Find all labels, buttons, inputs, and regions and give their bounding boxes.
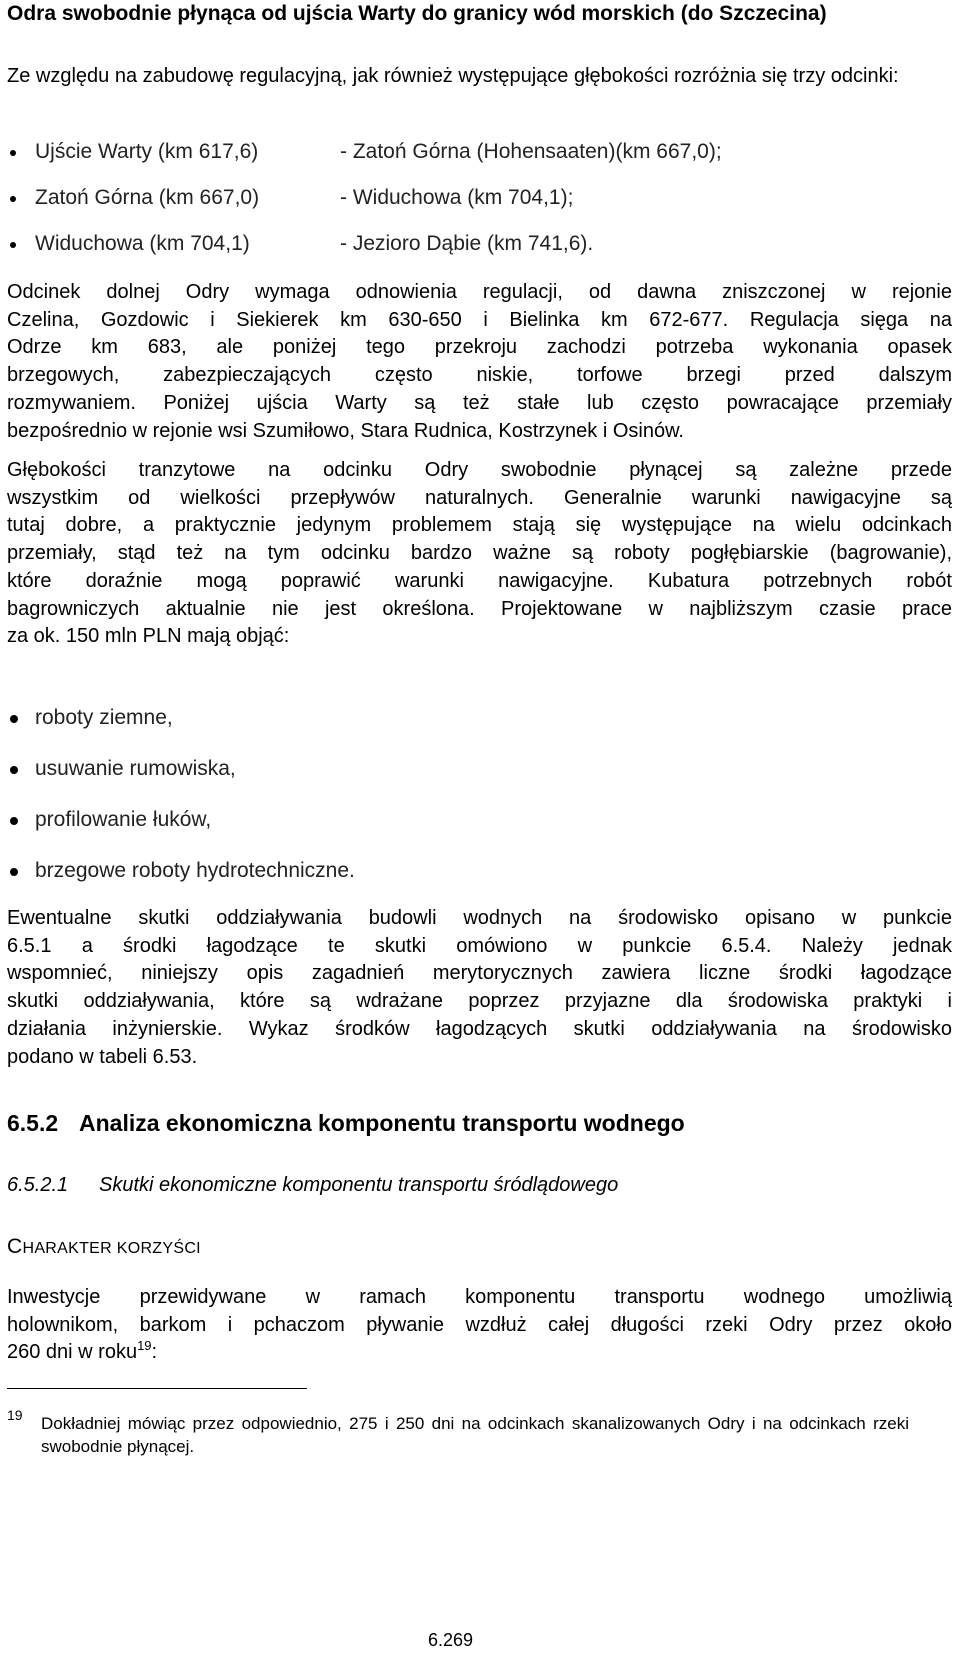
text-line: wspomnieć, niniejszy opis zagadnień merytorycznych zawiera liczne środki łagodzące [7,962,952,985]
section-title-text: Analiza ekonomiczna komponentu transportu wodnego [79,1110,685,1136]
text-fragment: 260 dni w roku [7,1341,138,1364]
section-title-h2 [7,1108,952,1138]
text-line: bezpośrednio w rejonie wsi Szumiłowo, Stara Rudnica, Kostrzynek i Osinów. [7,419,684,442]
section-from: Zatoń Górna (km 667,0) [35,186,260,209]
section-heading: Odra swobodnie płynąca od ujścia Warty do granicy wód morskich (do Szczecina) [7,2,827,25]
work-item-label: profilowanie łuków, [35,808,212,831]
subheading-benefits [7,1232,952,1264]
subsection-number: 6.5.2.1 [7,1174,69,1196]
text-line: przemiały, stąd też na tym odcinku bardzo ważne są roboty pogłębiarskie (bagrowanie), [7,542,952,565]
subsection-title-text: Skutki ekonomiczne komponentu transportu śródlądowego [99,1174,619,1196]
text-line: bagrowniczych aktualnie nie jest określona. Projektowane w najbliższym czasie prace [7,597,952,620]
text-line: działania inżynierskie. Wykaz środków łagodzących skutki oddziaływania na środowisko [7,1017,952,1040]
bullet-icon [10,817,18,825]
section-number: 6.5.2 [7,1110,59,1136]
subheading-initial: C [7,1235,23,1258]
text-line: Odrze km 683, ale poniżej tego przekroju zachodzi potrzeba wykonania opasek [7,336,952,359]
footnote-separator [7,1388,307,1389]
paragraph-transit-depths [7,457,952,651]
text-line: rozmywaniem. Poniżej ujścia Warty są też stałe lub często powracające przemiały [7,391,952,414]
work-item-label: brzegowe roboty hydrotechniczne. [35,859,355,882]
bullet-icon [10,868,18,876]
text-line: Inwestycje przewidywane w ramach komponentu transportu wodnego umożliwią [7,1286,952,1308]
section-title-h3 [7,1170,952,1200]
text-line: wszystkim od wielkości przepływów naturalnych. Generalnie warunki nawigacyjne są [7,486,952,509]
text-line: Głębokości tranzytowe na odcinku Odry swobodnie płynącej są zależne przede [7,459,952,481]
text-line: tutaj dobre, a praktycznie jedynym problemem stają się występujące na wielu odcinkach [7,514,952,537]
work-item-label: roboty ziemne, [35,706,173,729]
text-line: Ewentualne skutki oddziaływania budowli wodnych na środowisko opisano w punkcie [7,907,952,929]
bullet-icon [10,715,18,723]
work-item-label: usuwanie rumowiska, [35,757,236,780]
footnote-reference[interactable]: 19 [137,1338,152,1354]
footnote-text: Dokładniej mówiąc przez odpowiednio, 275 i 250 dni na odcinkach skanalizowanych Odry i na odcinkach rzeki swobodnie płynącej. [41,1414,909,1456]
section-to: - Widuchowa (km 704,1); [340,186,574,209]
paragraph-lower-odra [7,279,952,445]
bullet-icon [10,242,16,248]
page-number: 6.269 [428,1630,474,1650]
text-line: które doraźnie mogą poprawić warunki nawigacyjne. Kubatura potrzebnych robót [7,569,952,592]
section-to: - Zatoń Górna (Hohensaaten)(km 667,0); [340,140,722,163]
text-line: podano w tabeli 6.53. [7,1045,198,1068]
section-from: Widuchowa (km 704,1) [35,232,250,255]
subheading-rest: HARAKTER KORZYŚCI [22,1240,201,1257]
paragraph-investments [7,1284,952,1367]
text-line: za ok. 150 mln PLN mają objąć: [7,625,290,648]
text-line: brzegowych, zabezpieczających często niskie, torfowe brzegi przed dalszym [7,364,952,387]
text-line: Odcinek dolnej Odry wymaga odnowienia regulacji, od dawna zniszczonej w rejonie [7,281,952,303]
text-line: skutki oddziaływania, które są wdrażane poprzez przyjazne dla środowiska praktyki i [7,990,952,1013]
section-to: - Jezioro Dąbie (km 741,6). [340,232,594,255]
intro-paragraph: Ze względu na zabudowę regulacyjną, jak również występujące głębokości rozróżnia się trzy odcinki: [7,65,899,87]
text-line: Czelina, Gozdowic i Siekierek km 630-650 i Bielinka km 672-677. Regulacja sięga na [7,308,952,331]
paragraph-impacts [7,905,952,1071]
text-line: holownikom, barkom i pchaczom pływanie wzdłuż całej długości rzeki Odry przez około [7,1313,952,1336]
bullet-icon [10,766,18,774]
bullet-icon [10,196,16,202]
section-from: Ujście Warty (km 617,6) [35,140,259,163]
footnote-number: 19 [7,1407,23,1423]
text-fragment: : [151,1341,158,1364]
text-line: 6.5.1 a środki łagodzące te skutki omówiono w punkcie 6.5.4. Należy jednak [7,934,952,957]
bullet-icon [10,150,16,156]
text-line [7,1339,952,1367]
